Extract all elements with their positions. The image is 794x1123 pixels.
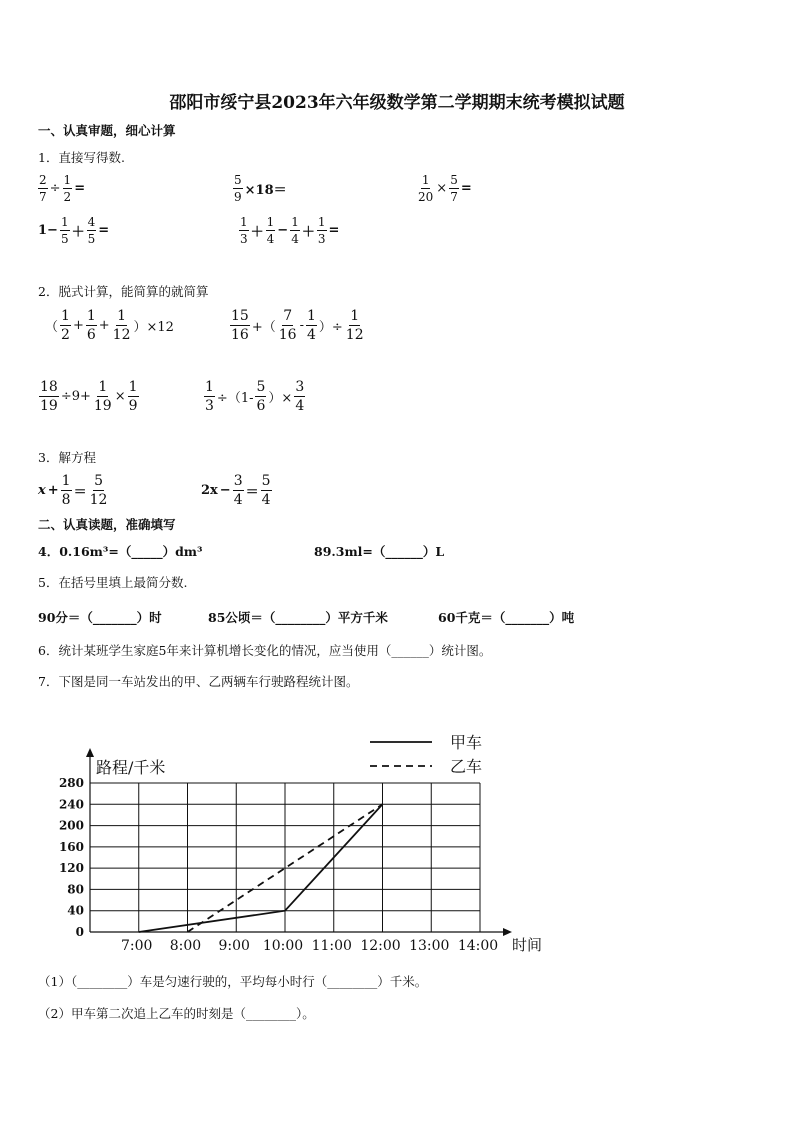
fraction: $\frac{5}{7}$ (450, 173, 458, 204)
q7-sub-1: （1）（________）车是匀速行驶的，平均每小时行（________）千米。 (38, 974, 428, 989)
q1-expr-1: $\frac{2}{7}$ ÷ $\frac{1}{2}$ = (39, 173, 86, 204)
q5-part-c: 60千克＝（_______）吨 (438, 610, 575, 625)
y-tick-label: 160 (58, 839, 84, 854)
fraction: $\frac{5}{4}$ (261, 473, 271, 508)
q6-text: 6．统计某班学生家庭5年来计算机增长变化的情况，应当使用（______）统计图。 (38, 643, 492, 658)
fraction: $\frac{7}{16}$ (278, 308, 297, 343)
fraction: $\frac{5}{9}$ (234, 173, 242, 204)
fraction: $\frac{1}{12}$ (345, 308, 364, 343)
section-2-heading: 二、认真读题，准确填写 (38, 517, 176, 532)
fraction: $\frac{1}{9}$ (128, 379, 138, 414)
q4-part-b: 89.3ml=（______）L (314, 544, 445, 559)
legend-label: 甲车 (450, 733, 483, 752)
q1-expr-3: $\frac{1}{20}$ × $\frac{5}{7}$ = (418, 173, 472, 204)
fraction: $\frac{1}{4}$ (306, 308, 316, 343)
q1-expr-2: $\frac{5}{9}$ ×18＝ (234, 173, 287, 204)
q2-expr-3: $\frac{18}{19}$ ÷9+ $\frac{1}{19}$ × $\frac{1}{9}$ (40, 379, 138, 414)
x-tick-label: 11:00 (311, 938, 352, 954)
q1-expr-5: $\frac{1}{3}$ ＋ $\frac{1}{4}$ − $\frac{1}{4}$ ＋ $\frac{1}{3}$ = (240, 215, 340, 246)
x-axis-arrow (503, 928, 512, 936)
y-tick-label: 80 (67, 882, 84, 897)
fraction: $\frac{5}{6}$ (256, 379, 266, 414)
fraction: $\frac{4}{5}$ (87, 215, 96, 246)
x-tick-label: 8:00 (169, 938, 202, 954)
q2-label: 2．脱式计算，能简算的就简算 (38, 284, 209, 299)
fraction: $\frac{1}{8}$ (61, 473, 71, 508)
q7-text: 7．下图是同一车站发出的甲、乙两辆车行驶路程统计图。 (38, 674, 359, 689)
fraction: $\frac{2}{7}$ (39, 173, 47, 204)
y-tick-label: 40 (67, 903, 84, 918)
fraction: $\frac{1}{5}$ (60, 215, 69, 246)
fraction: $\frac{1}{4}$ (266, 215, 275, 246)
y-axis-label: 路程/千米 (96, 758, 166, 777)
x-tick-label: 14:00 (457, 938, 499, 954)
chart-legend (370, 733, 482, 776)
distance-time-chart (0, 720, 794, 960)
x-axis-label: 时间 (512, 936, 543, 954)
y-tick-label: 280 (58, 776, 84, 790)
fraction: $\frac{1}{2}$ (61, 308, 70, 343)
x-tick-label: 12:00 (360, 938, 401, 954)
y-tick-label: 240 (58, 797, 84, 812)
y-axis-arrow (86, 748, 94, 757)
x-tick-label: 7:00 (121, 938, 153, 954)
fraction: $\frac{1}{3}$ (317, 215, 326, 246)
fraction: $\frac{1}{3}$ (240, 215, 248, 246)
y-tick-label: 200 (58, 818, 84, 833)
x-tick-label: 13:00 (409, 938, 450, 954)
page-title: 邵阳市绥宁县2023年六年级数学第二学期期末统考模拟试题 (169, 93, 625, 113)
fraction: $\frac{3}{4}$ (295, 379, 305, 414)
y-tick-label: 120 (58, 861, 84, 876)
q5-label: 5．在括号里填上最简分数. (38, 575, 188, 590)
fraction: $\frac{1}{2}$ (63, 173, 72, 204)
x-tick-label: 10:00 (262, 938, 304, 954)
fraction: $\frac{1}{12}$ (112, 308, 131, 343)
y-tick-label: 0 (75, 925, 84, 939)
fraction: $\frac{1}{19}$ (93, 379, 112, 414)
fraction: $\frac{18}{19}$ (40, 379, 58, 414)
q4-part-a: 4．0.16m³=（_____）dm³ (38, 544, 203, 559)
fraction: $\frac{1}{20}$ (418, 173, 434, 204)
x-tick-label: 9:00 (218, 938, 250, 954)
fraction: $\frac{1}{4}$ (291, 215, 299, 246)
q5-part-b: 85公顷＝（________）平方千米 (208, 610, 388, 625)
fraction: $\frac{1}{3}$ (205, 379, 214, 414)
q1-label: 1．直接写得数. (38, 150, 125, 165)
fraction: $\frac{1}{6}$ (86, 308, 96, 343)
q3-equation-1: x + $\frac{1}{8}$ ＝ $\frac{5}{12}$ (38, 473, 108, 508)
fraction: $\frac{15}{16}$ (231, 308, 249, 343)
y-tick-labels (59, 776, 84, 939)
q1-expr-4: 1− $\frac{1}{5}$ ＋ $\frac{4}{5}$ = (38, 215, 110, 246)
section-1-heading: 一、认真审题，细心计算 (38, 123, 176, 138)
x-tick-labels (121, 938, 498, 954)
q2-expr-2: $\frac{15}{16}$ +（ $\frac{7}{16}$ - $\frac{1}{4}$ ）÷ $\frac{1}{12}$ (231, 308, 364, 343)
legend-label: 乙车 (450, 757, 483, 776)
q2-expr-1: （ $\frac{1}{2}$ + $\frac{1}{6}$ + $\frac{1}{12}$ ）×12 (45, 308, 174, 343)
q3-equation-2: 2x − $\frac{3}{4}$ ＝ $\frac{5}{4}$ (201, 473, 271, 508)
fraction: $\frac{3}{4}$ (233, 473, 243, 508)
q5-part-a: 90分＝（_______）时 (38, 610, 162, 625)
fraction: $\frac{5}{12}$ (89, 473, 108, 508)
q7-sub-2: （2）甲车第二次追上乙车的时刻是（________）。 (38, 1006, 315, 1021)
q2-expr-4: $\frac{1}{3}$ ÷（1- $\frac{5}{6}$ ）× $\frac{3}{4}$ (205, 379, 305, 414)
q3-label: 3．解方程 (38, 450, 96, 465)
